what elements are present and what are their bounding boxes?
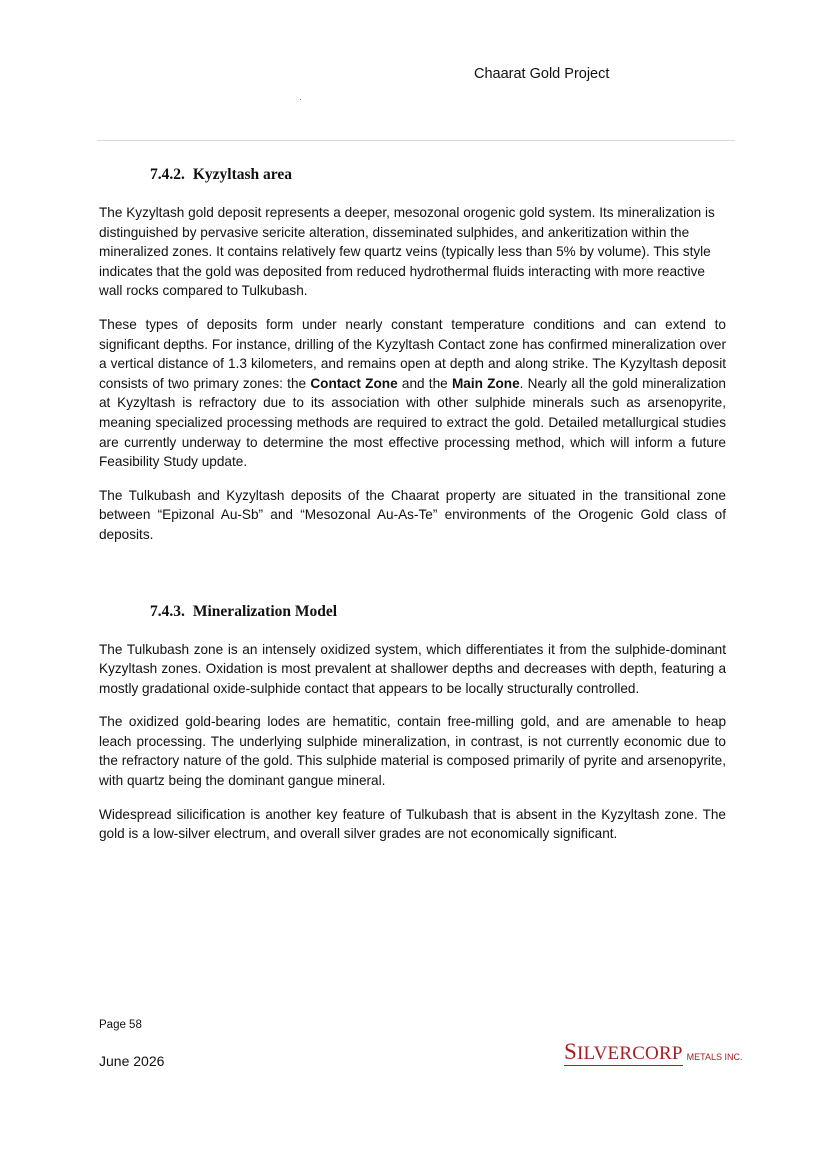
page-body bbox=[99, 164, 726, 858]
section-heading-kyzyltash bbox=[150, 164, 726, 186]
paragraph: The Tulkubash and Kyzyltash deposits of the Chaarat property are situated in the transitional zone between “Epizonal Au-Sb” and “Mesozonal Au-As-Te” environments of the Orogenic Gold class of deposits. bbox=[99, 487, 726, 542]
logo-wordmark bbox=[564, 1041, 683, 1066]
section-heading-mineralization-model bbox=[150, 601, 726, 623]
header-mark bbox=[300, 99, 301, 100]
paragraph: The oxidized gold-bearing lodes are hematitic, contain free-milling gold, and are amenable to heap leach processing. The underlying sulphide mineralization, in contrast, is not currently economic due to the refractory nature of the gold. This sulphide material is composed primarily of pyrite and arsenopyrite, with quartz being the dominant gangue mineral. bbox=[99, 714, 726, 789]
page-number: Page 58 bbox=[99, 1019, 142, 1031]
logo-subtitle: METALS INC. bbox=[686, 1052, 743, 1062]
header-divider bbox=[97, 140, 735, 141]
section-title: Kyzyltash area bbox=[192, 166, 293, 183]
document-date: June 2026 bbox=[99, 1053, 165, 1069]
paragraph: The Kyzyltash gold deposit represents a deeper, mesozonal orogenic gold system. Its mineralization is distinguished by pervasive sericite alteration, disseminated sulphides, and ankeritization within the mineralized zones. It contains relatively few quartz veins (typically less than 5% by volume). This style indicates that the gold was deposited from reduced hydrothermal fluids interacting with more reactive wall rocks compared to Tulkubash. bbox=[99, 205, 715, 299]
contact-zone-term: Contact Zone bbox=[310, 375, 398, 391]
logo-name: ILVERCORP bbox=[577, 1043, 683, 1064]
document-title: Chaarat Gold Project bbox=[474, 66, 610, 82]
section-number: 7.4.2. bbox=[150, 166, 185, 183]
paragraph-text: . Nearly all the gold mineralization at Kyzyltash is refractory due to its association with other sulphide minerals such as arsenopyrite, meaning specialized processing methods are required to extract the gold. Detailed metallurgical studies are currently underway to determine the most effective processing method, which will inform a future Feasibility Study update. bbox=[99, 375, 726, 470]
paragraph: Widespread silicification is another key feature of Tulkubash that is absent in the Kyzyltash zone. The gold is a low-silver electrum, and overall silver grades are not economically significant. bbox=[99, 806, 726, 842]
section-spacer bbox=[99, 559, 726, 601]
paragraph-text: These types of deposits form under nearly constant temperature conditions and can extend to significant depths. For instance, drilling of the Kyzyltash Contact zone has confirmed mineralization over a vertical distance of 1.3 kilometers, and remains open at depth and along strike. The Kyzyltash deposit consists of two primary zones: the bbox=[99, 316, 726, 391]
paragraph bbox=[99, 315, 726, 472]
section-number: 7.4.3. bbox=[150, 602, 185, 620]
section-title: Mineralization Model bbox=[192, 602, 338, 620]
logo-initial: S bbox=[564, 1039, 577, 1064]
silvercorp-logo bbox=[564, 1040, 742, 1066]
paragraph-text: and the bbox=[397, 375, 452, 391]
paragraph: The Tulkubash zone is an intensely oxidized system, which differentiates it from the sulphide-dominant Kyzyltash zones. Oxidation is most prevalent at shallower depths and decreases with depth, featuring a mostly gradational oxide-sulphide contact that appears to be locally structurally controlled. bbox=[99, 641, 726, 696]
main-zone-term: Main Zone bbox=[451, 375, 520, 391]
